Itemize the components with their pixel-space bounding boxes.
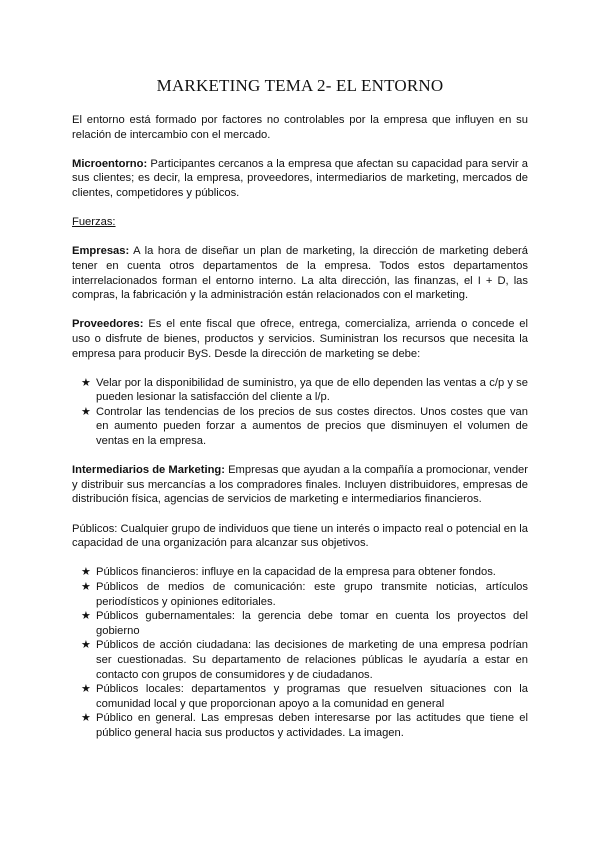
star-bullet-icon: ★ (81, 712, 91, 725)
publicos-bullet-list (72, 565, 528, 740)
star-bullet-icon: ★ (81, 581, 91, 593)
list-item-text: Públicos locales: departamentos y programas que resuelven situaciones con la comunidad local y que proporcionan apoyo a la comunidad en general (96, 683, 528, 710)
star-bullet-icon: ★ (81, 683, 91, 696)
list-item (72, 376, 528, 405)
list-item-text: Públicos de acción ciudadana: las decisiones de marketing de una empresa podrían ser cuestionadas. Su departamento de relaciones públicas le ayudaría a estar en contacto con grupos de consumidores y de ciudadanos. (96, 639, 528, 681)
empresas-text: A la hora de diseñar un plan de marketing, la dirección de marketing deberá tener en cuenta otros departamentos de la empresa. Todos estos departamentos interrelacionados forman el entorno interno. La alta dirección, las finanzas, el I + D, las compras, la fabricación y la administración están relacionados con el marketing. (72, 245, 528, 302)
intermediarios-paragraph (72, 463, 528, 507)
list-item-text: Públicos de medios de comunicación: este grupo transmite noticias, artículos periodísticos y opiniones editoriales. (96, 581, 528, 608)
page-title: MARKETING TEMA 2- EL ENTORNO (156, 76, 444, 95)
microentorno-paragraph (72, 157, 528, 201)
list-item (72, 405, 528, 449)
list-item-text: Públicos gubernamentales: la gerencia debe tomar en cuenta los proyectos del gobierno (96, 610, 528, 637)
publicos-paragraph: Públicos: Cualquier grupo de individuos que tiene un interés o impacto real o potencial en la capacidad de una organización para alcanzar sus objetivos. (72, 522, 528, 550)
star-bullet-icon: ★ (81, 610, 91, 623)
proveedores-bullet-list (72, 376, 528, 449)
list-item (72, 565, 528, 580)
list-item (72, 609, 528, 638)
list-item-text: Velar por la disponibilidad de suministro, ya que de ello dependen las ventas a c/p y se pueden lesionar la satisfacción del cliente a l/p. (96, 376, 528, 404)
list-item (72, 638, 528, 682)
list-item (72, 682, 528, 711)
list-item (72, 580, 528, 609)
fuerzas-heading-text: Fuerzas: (72, 216, 116, 229)
star-bullet-icon: ★ (81, 405, 91, 418)
intermediarios-text: Empresas que ayudan a la compañía a promocionar, vender y distribuir sus mercancías a los compradores finales. Incluyen distribuidores, empresas de distribución física, agencias de servicios de marketing e intermediarios financieros. (72, 464, 528, 506)
star-bullet-icon: ★ (81, 566, 91, 579)
fuerzas-heading (72, 215, 528, 230)
proveedores-label: Proveedores: (72, 318, 144, 331)
empresas-label: Empresas: (72, 245, 130, 258)
list-item (72, 711, 528, 740)
proveedores-paragraph (72, 317, 528, 361)
list-item-text: Controlar las tendencias de los precios de sus costes directos. Unos costes que van en aumento pueden forzar a aumentos de precios que disminuyen el volumen de ventas en la empresa. (96, 405, 528, 448)
star-bullet-icon: ★ (81, 376, 91, 389)
star-bullet-icon: ★ (81, 639, 91, 652)
microentorno-label: Microentorno: (72, 157, 148, 170)
intermediarios-label: Intermediarios de Marketing: (72, 464, 225, 477)
document-body (72, 113, 528, 741)
list-item-text: Públicos financieros: influye en la capacidad de la empresa para obtener fondos. (96, 566, 496, 579)
proveedores-text: Es el ente fiscal que ofrece, entrega, comercializa, arrienda o concede el uso o disfrute de bienes, productos y servicios. Suministran los recursos que necesita la empresa para producir ByS. Desde la dirección de marketing se debe: (72, 318, 528, 360)
intro-paragraph: El entorno está formado por factores no controlables por la empresa que influyen en su relación de intercambio con el mercado. (72, 114, 528, 141)
empresas-paragraph (72, 244, 528, 302)
list-item-text: Público en general. Las empresas deben interesarse por las actitudes que tiene el público general hacia sus productos y actividades. La imagen. (96, 712, 528, 739)
microentorno-text: Participantes cercanos a la empresa que afectan su capacidad para servir a sus clientes; es decir, la empresa, proveedores, intermediarios de marketing, mercados de clientes, competidores y públicos. (72, 157, 528, 199)
